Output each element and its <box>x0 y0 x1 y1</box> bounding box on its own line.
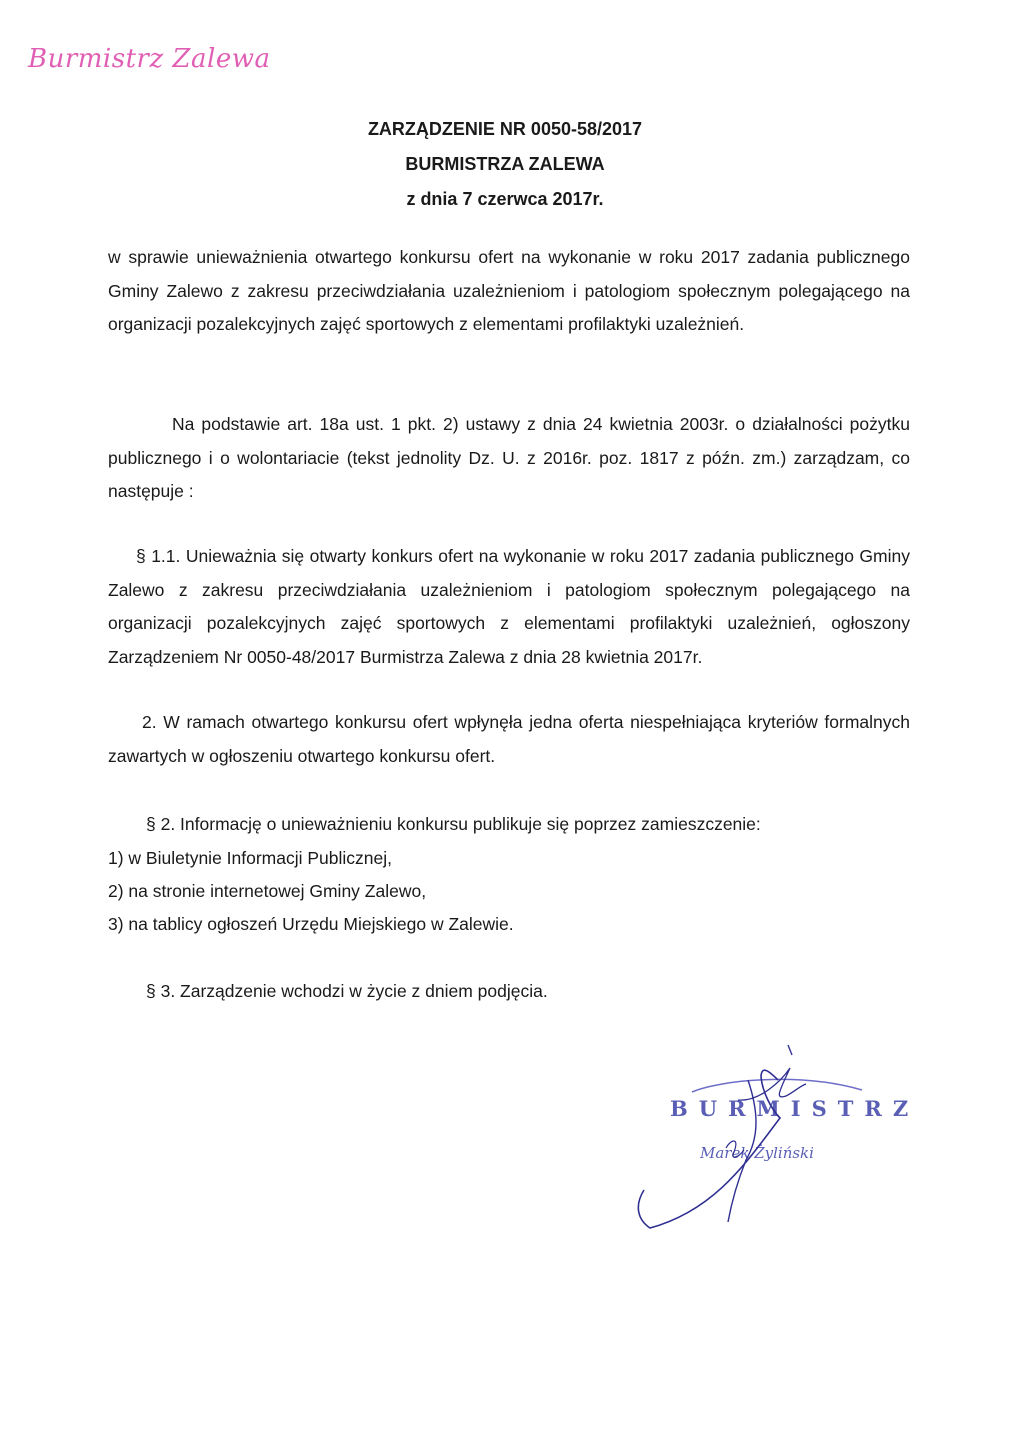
legal-basis-paragraph: Na podstawie art. 18a ust. 1 pkt. 2) ustawy z dnia 24 kwietnia 2003r. o działalności pożytku publicznego i o wolontariacie (tekst jednolity Dz. U. z 2016r. poz. 1817 z późn. zm.) zarządzam, co następuje : <box>108 414 910 501</box>
section-1-2: 2. W ramach otwartego konkursu ofert wpłynęła jedna oferta niespełniająca kryteriów formalnych zawartych w ogłoszeniu otwartego konkursu ofert. <box>108 712 910 766</box>
section-2-item-3: 3) na tablicy ogłoszeń Urzędu Miejskiego w Zalewie. <box>108 914 514 934</box>
stamp-name: Marek Żyliński <box>700 1144 814 1162</box>
section-2-item-2: 2) na stronie internetowej Gminy Zalewo, <box>108 881 427 901</box>
stamp-title: BURMISTRZ <box>670 1096 920 1121</box>
letterhead-text: Burmistrz Zalewa <box>28 44 271 74</box>
signature-icon <box>630 1040 920 1240</box>
section-2-item-1: 1) w Biuletynie Informacji Publicznej, <box>108 848 393 868</box>
section-2-intro: § 2. Informację o unieważnieniu konkursu publikuje się poprzez zamieszczenie: <box>146 814 761 834</box>
mayor-stamp-signature <box>630 1040 920 1240</box>
subject-paragraph: w sprawie unieważnienia otwartego konkursu ofert na wykonanie w roku 2017 zadania publicznego Gminy Zalewo z zakresu przeciwdziałania uzależnieniom i patologiom społecznym polegającego na organizacji pozalekcyjnych zajęć sportowych z elementami profilaktyki uzależnień. <box>108 247 910 334</box>
section-1-1: § 1.1. Unieważnia się otwarty konkurs ofert na wykonanie w roku 2017 zadania publicznego Gminy Zalewo z zakresu przeciwdziałania uzależnieniom i patologiom społecznym polegającego na organizacji pozalekcyjnych zajęć sportowych z elementami profilaktyki uzależnień, ogłoszony Zarządzeniem Nr 0050-48/2017 Burmistrza Zalewa z dnia 28 kwietnia 2017r. <box>108 546 910 667</box>
section-3: § 3. Zarządzenie wchodzi w życie z dniem podjęcia. <box>146 981 548 1001</box>
title-line-3: z dnia 7 czerwca 2017r. <box>406 189 604 209</box>
title-line-2: BURMISTRZA ZALEWA <box>405 154 605 174</box>
title-line-1: ZARZĄDZENIE NR 0050-58/2017 <box>367 119 643 139</box>
document-title <box>0 112 1010 217</box>
